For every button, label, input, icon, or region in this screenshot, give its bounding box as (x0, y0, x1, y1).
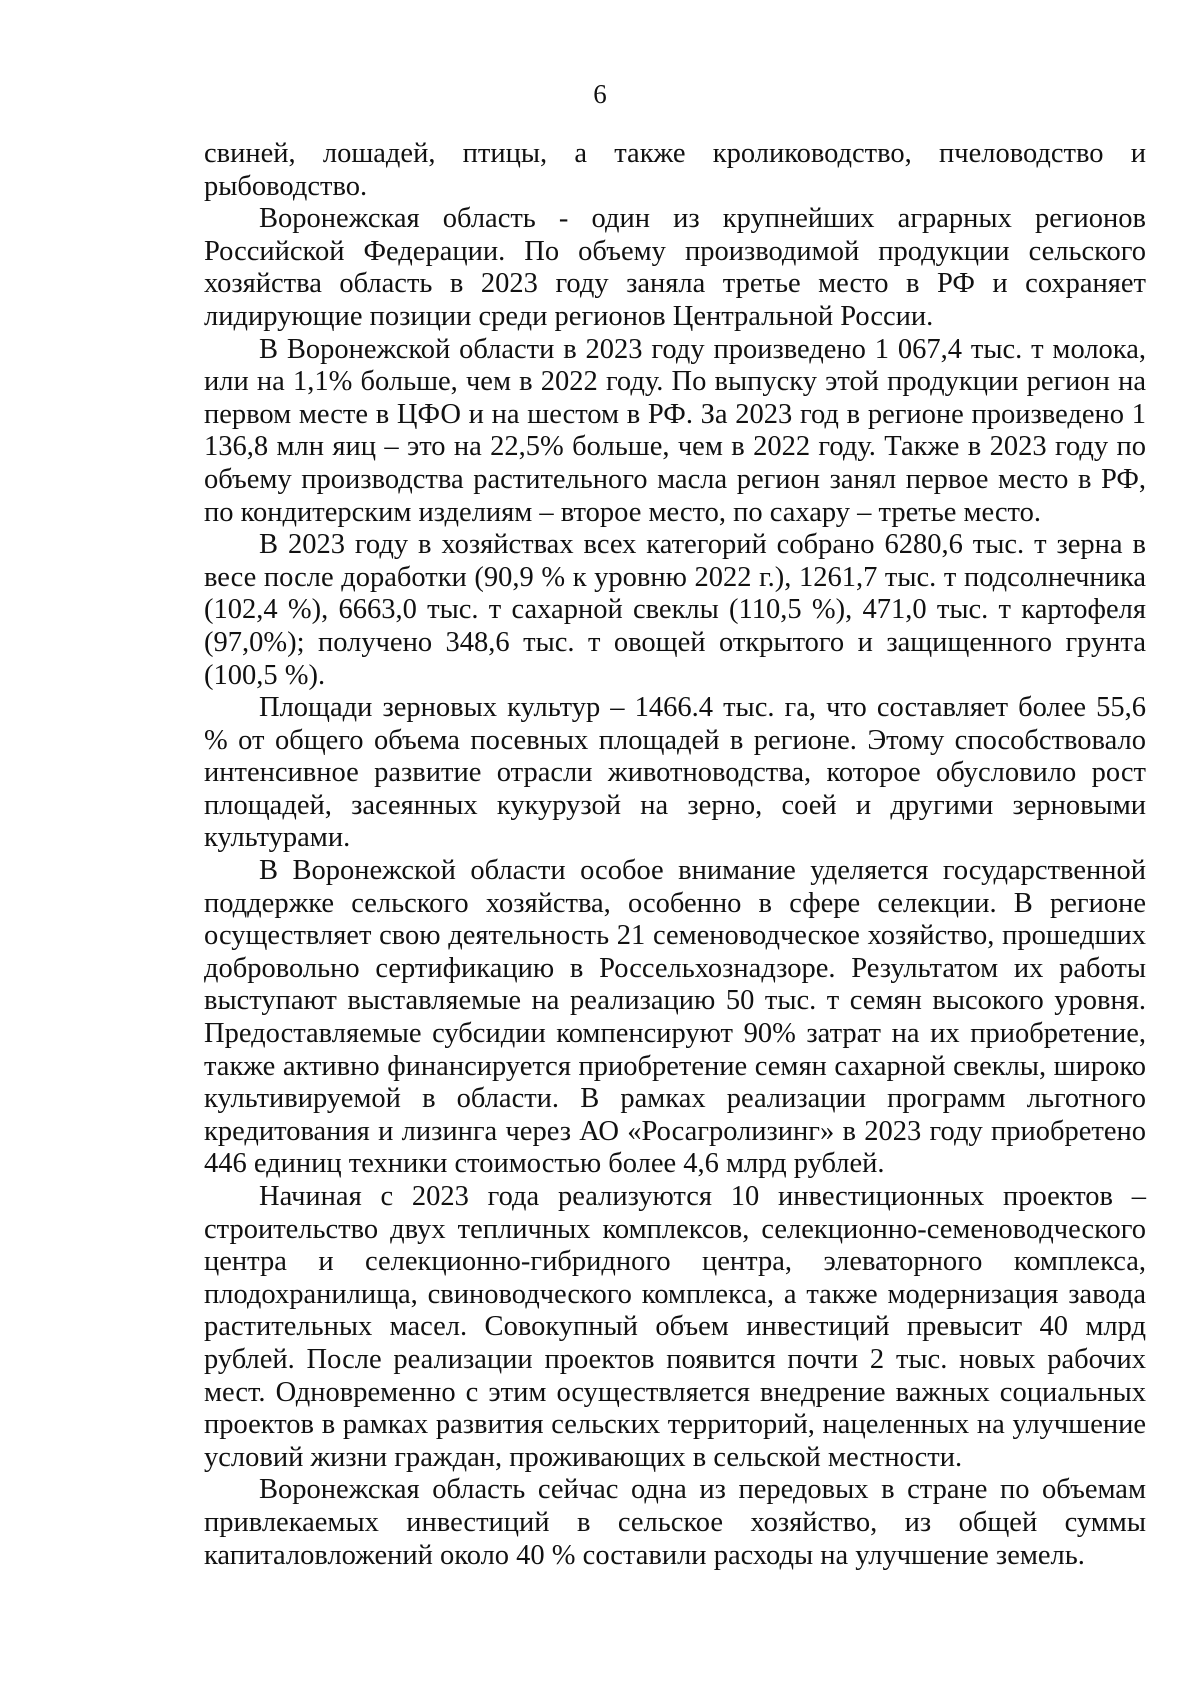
paragraph-agrarian-region: Воронежская область - один из крупнейших аграрных регионов Российской Федерации. По объему производимой продукции сельского хозяйства область в 2023 году заняла третье место в РФ и сохраняет лидирующие позиции среди регионов Центральной России. (204, 203, 1146, 332)
paragraph-state-support: В Воронежской области особое внимание уделяется государственной поддержке сельского хозяйства, особенно в сфере селекции. В регионе осуществляет свою деятельность 21 семеноводческое хозяйство, прошедших добровольно сертификацию в Россельхознадзоре. Результатом их работы выступают выставляемые на реализацию 50 тыс. т семян высокого уровня. Предоставляемые субсидии компенсируют 90% затрат на их приобретение, также активно финансируется приобретение семян сахарной свеклы, широко культивируемой в области. В рамках реализации программ льготного кредитования и лизинга через АО «Росагролизинг» в 2023 году приобретено 446 единиц техники стоимостью более 4,6 млрд рублей. (204, 855, 1146, 1180)
paragraph-investments-summary: Воронежская область сейчас одна из передовых в стране по объемам привлекаемых инвестиций в сельское хозяйство, из общей суммы капиталовложений около 40 % составили расходы на улучшение земель. (204, 1474, 1146, 1571)
page-number: 6 (593, 79, 607, 109)
paragraph-milk-eggs-production: В Воронежской области в 2023 году произведено 1 067,4 тыс. т молока, или на 1,1% больше, чем в 2022 году. По выпуску этой продукции регион на первом месте в ЦФО и на шестом в РФ. За 2023 год в регионе произведено 1 136,8 млн яиц – это на 22,5% больше, чем в 2022 году. Также в 2023 году по объему производства растительного масла регион занял первое место в РФ, по кондитерским изделиям – второе место, по сахару – третье место. (204, 333, 1146, 528)
paragraph-grain-areas: Площади зерновых культур – 1466.4 тыс. га, что составляет более 55,6 % от общего объема посевных площадей в регионе. Этому способствовало интенсивное развитие отрасли животноводства, которое обусловило рост площадей, засеянных кукурузой на зерно, соей и другими зерновыми культурами. (204, 692, 1146, 854)
paragraph-investment-projects: Начиная с 2023 года реализуются 10 инвестиционных проектов – строительство двух тепличных комплексов, селекционно-семеноводческого центра и селекционно-гибридного центра, элеваторного комплекса, плодохранилища, свиноводческого комплекса, а также модернизация завода растительных масел. Совокупный объем инвестиций превысит 40 млрд рублей. После реализации проектов появится почти 2 тыс. новых рабочих мест. Одновременно с этим осуществляется внедрение важных социальных проектов в рамках развития сельских территорий, нацеленных на улучшение условий жизни граждан, проживающих в сельской местности. (204, 1181, 1146, 1473)
document-body (204, 138, 1146, 1572)
paragraph-harvest-2023: В 2023 году в хозяйствах всех категорий собрано 6280,6 тыс. т зерна в весе после доработки (90,9 % к уровню 2022 г.), 1261,7 тыс. т подсолнечника (102,4 %), 6663,0 тыс. т сахарной свеклы (110,5 %), 471,0 тыс. т картофеля (97,0%); получено 348,6 тыс. т овощей открытого и защищенного грунта (100,5 %). (204, 529, 1146, 691)
paragraph-livestock-continuation: свиней, лошадей, птицы, а также кролиководство, пчеловодство и рыбоводство. (204, 138, 1146, 202)
